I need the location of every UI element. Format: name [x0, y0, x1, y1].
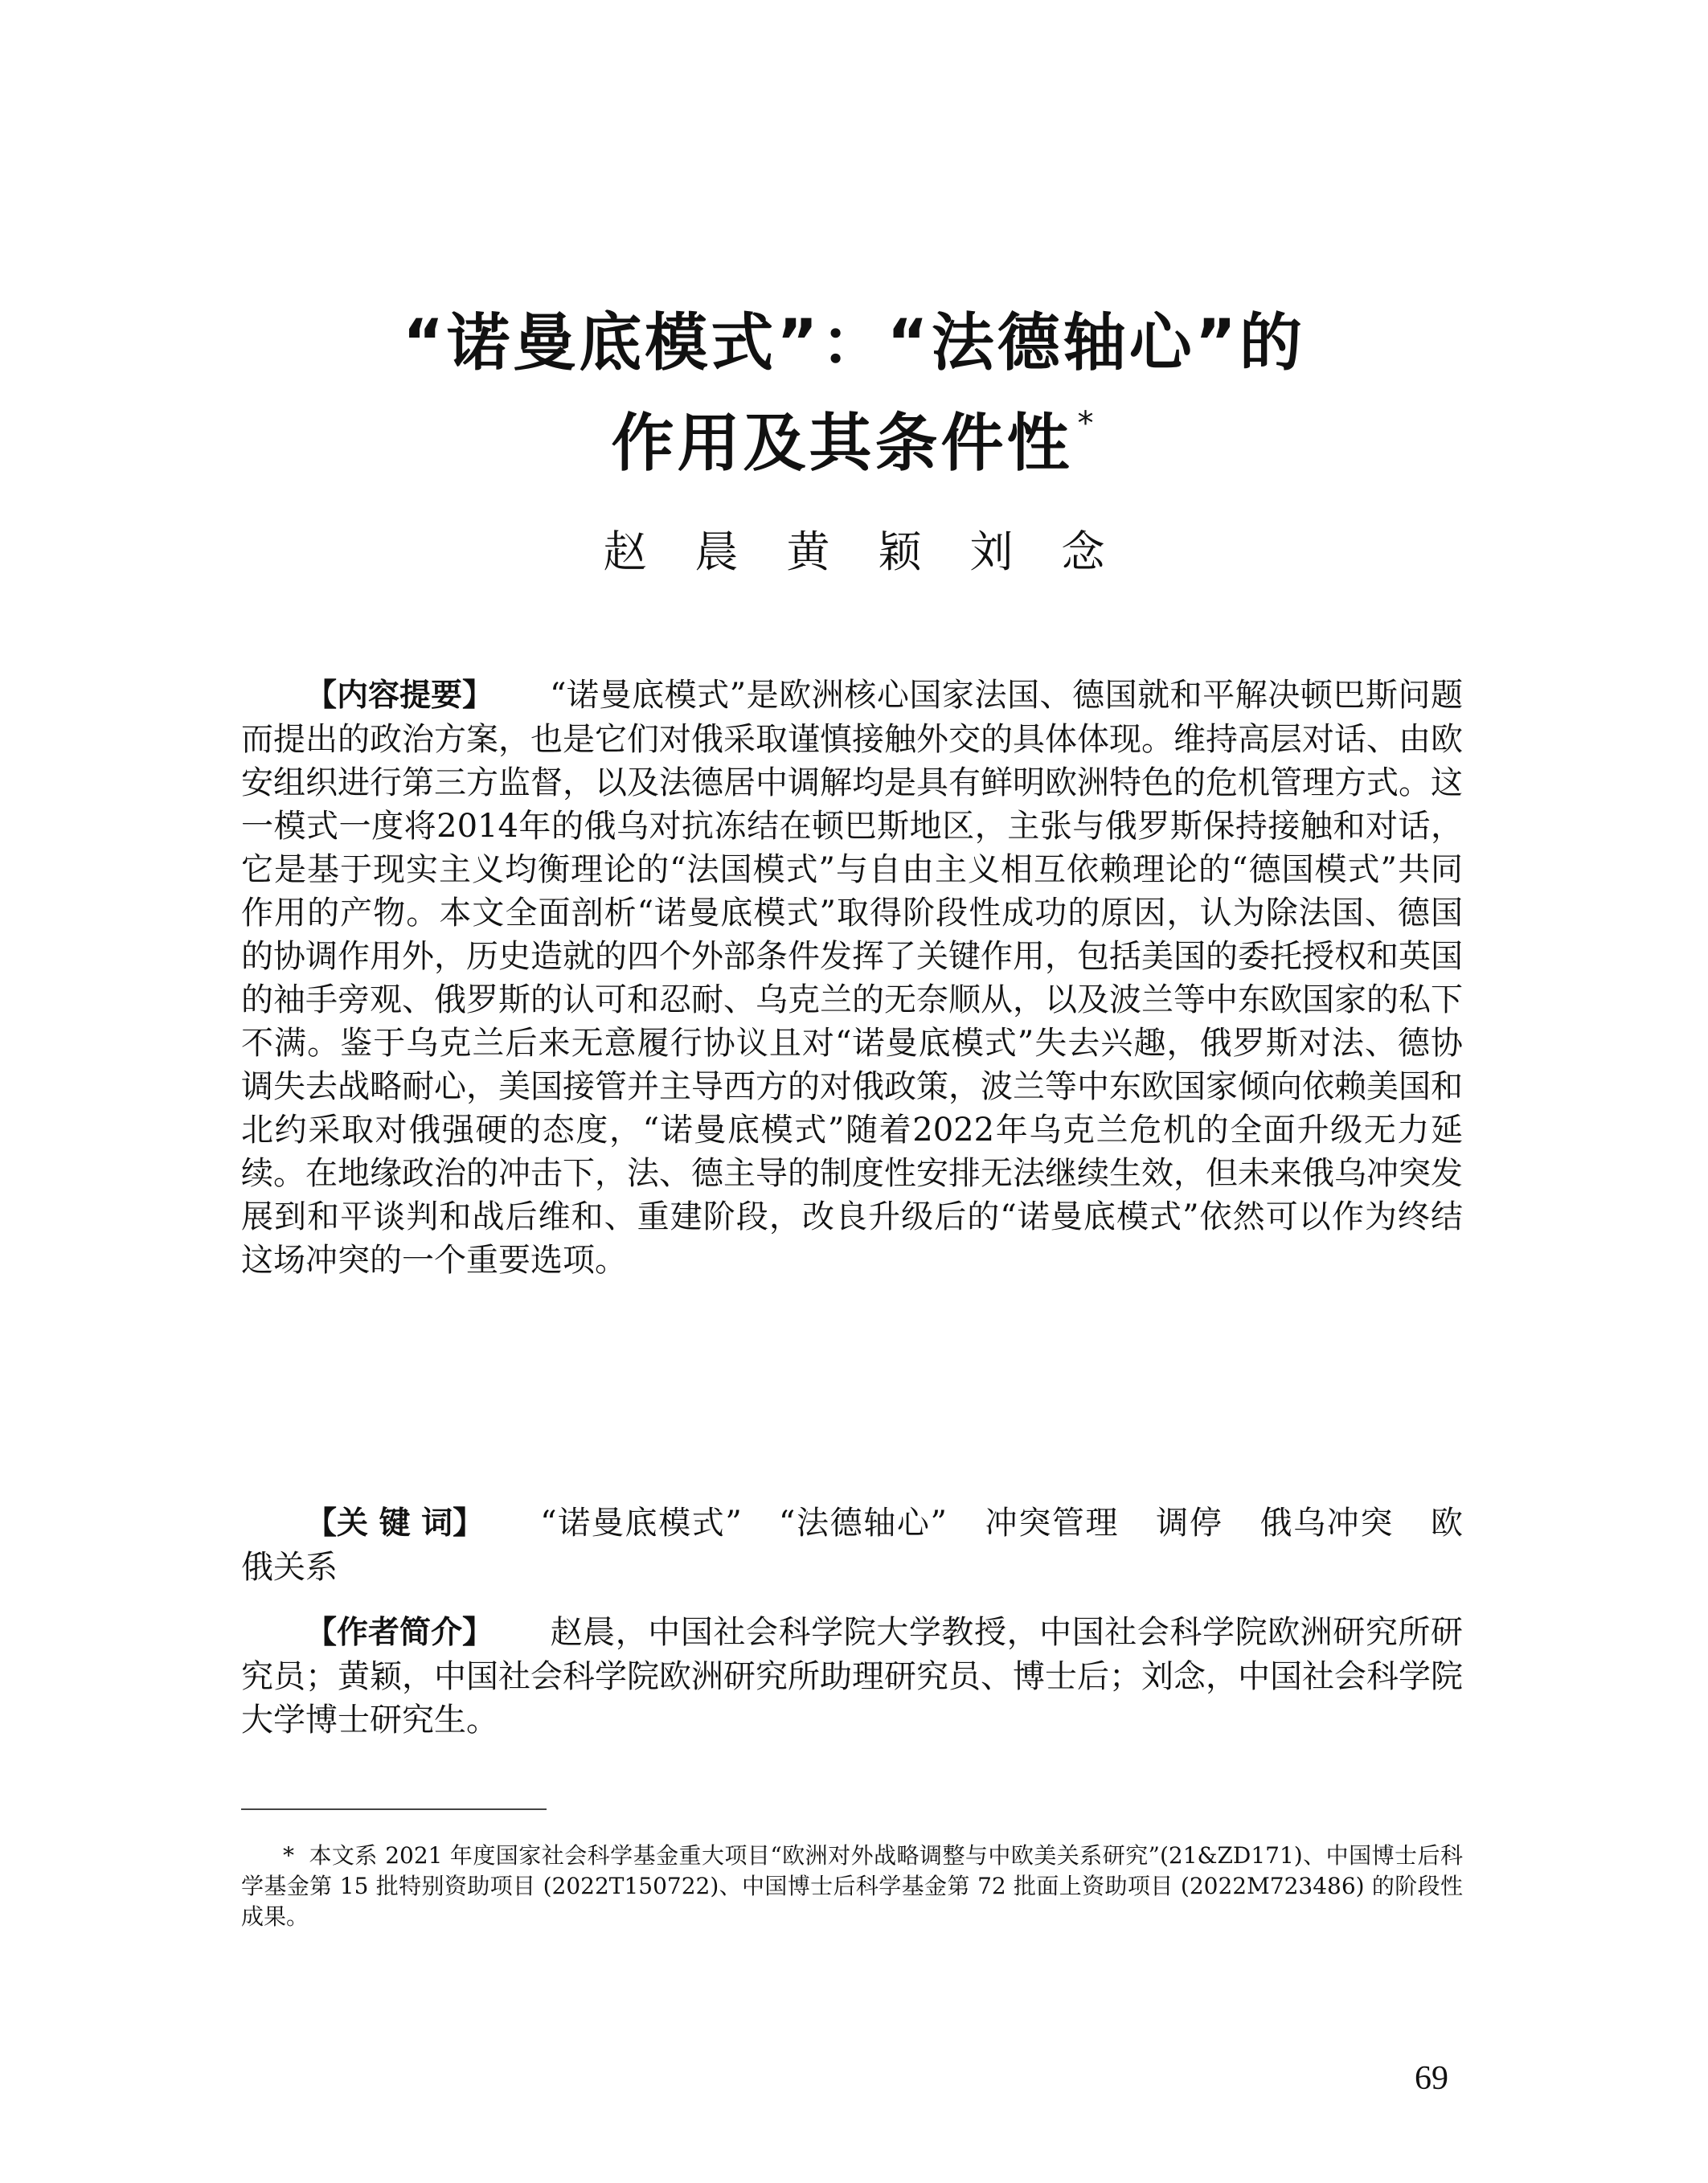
footnote-text: 本文系 2021 年度国家社会科学基金重大项目“欧洲对外战略调整与中欧美关系研究”(21&ZD171)、中国博士后科学基金第 15 批特别资助项目 (2022T150722)、中国博士后科学基金第 72 批面上资助项目 (2022M723486) 的阶段性成果。: [241, 1842, 1463, 1930]
author-char: 晨: [694, 526, 739, 577]
footnote-marker: *: [283, 1842, 294, 1869]
abstract-section: [241, 674, 1463, 1282]
footnote-divider: [241, 1808, 547, 1810]
author-info-section: [241, 1611, 1463, 1742]
keyword-item: 俄乌冲突: [1259, 1505, 1395, 1542]
keyword-item: “诺曼底模式”: [540, 1505, 742, 1542]
article-title-line-1: “诺曼底模式”：“法德轴心”的: [402, 307, 1306, 379]
title-footnote-marker[interactable]: *: [1077, 405, 1097, 442]
author-info-label: 【作者简介】: [305, 1615, 494, 1651]
author-info-text: 赵晨，中国社会科学院大学教授，中国社会科学院欧洲研究所研究员；黄颖，中国社会科学院欧洲研究所助理研究员、博士后；刘念，中国社会科学院大学博士研究生。: [241, 1614, 1463, 1739]
abstract-text: “诺曼底模式”是欧洲核心国家法国、德国就和平解决顿巴斯问题而提出的政治方案，也是它们对俄采取谨慎接触外交的具体体现。维持高层对话、由欧安组织进行第三方监督，以及法德居中调解均是具有鲜明欧洲特色的危机管理方式。这一模式一度将2014年的俄乌对抗冻结在顿巴斯地区，主张与俄罗斯保持接触和对话，它是基于现实主义均衡理论的“法国模式”与自由主义相互依赖理论的“德国模式”共同作用的产物。本文全面剖析“诺曼底模式”取得阶段性成功的原因，认为除法国、德国的协调作用外，历史造就的四个外部条件发挥了关键作用，包括美国的委托授权和英国的袖手旁观、俄罗斯的认可和忍耐、乌克兰的无奈顺从，以及波兰等中东欧国家的私下不满。鉴于乌克兰后来无意履行协议且对“诺曼底模式”失去兴趣，俄罗斯对法、德协调失去战略耐心，美国接管并主导西方的对俄政策，波兰等中东欧国家倾向依赖美国和北约采取对俄强硬的态度，“诺曼底模式”随着2022年乌克兰危机的全面升级无力延续。在地缘政治的冲击下，法、德主导的制度性安排无法继续生效，但未来俄乌冲突发展到和平谈判和战后维和、重建阶段，改良升级后的“诺曼底模式”依然可以作为终结这场冲突的一个重要选项。: [241, 677, 1463, 1279]
author-list: [0, 526, 1708, 577]
keyword-item: 欧俄关系: [241, 1505, 1464, 1586]
keywords-label: 【关 键 词】: [305, 1505, 485, 1542]
footnote: [241, 1841, 1463, 1932]
author-char: 念: [1061, 526, 1105, 577]
keywords-section: [241, 1501, 1463, 1589]
keyword-item: “法德轴心”: [778, 1505, 947, 1542]
keyword-item: 调停: [1156, 1505, 1223, 1542]
author-char: 刘: [969, 526, 1014, 577]
page-number: 69: [1415, 2060, 1448, 2097]
article-title-line-2-text: 作用及其条件性: [611, 408, 1073, 480]
abstract-label: 【内容提要】: [305, 678, 494, 714]
author-char: 赵: [603, 526, 647, 577]
author-char: 黄: [786, 526, 830, 577]
keyword-item: 冲突管理: [983, 1505, 1120, 1542]
article-title-line-2: [0, 405, 1708, 480]
author-char: 颖: [878, 526, 922, 577]
